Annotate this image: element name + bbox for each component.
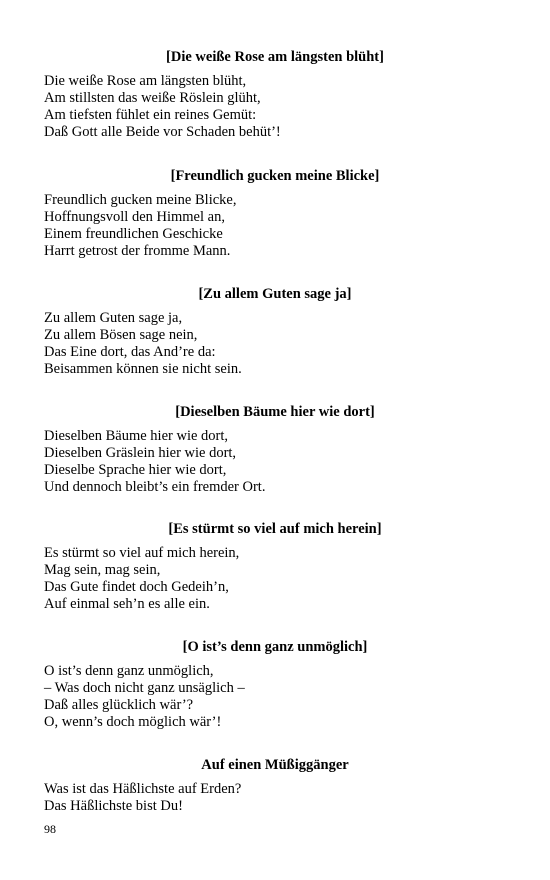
poem-line: Mag sein, mag sein, <box>44 562 161 578</box>
poem-line: Zu allem Bösen sage nein, <box>44 327 198 343</box>
poem-line: Daß Gott alle Beide vor Schaden behüt’! <box>44 124 281 140</box>
poem-line: Am tiefsten fühlet ein reines Gemüt: <box>44 107 257 123</box>
poem-line: Daß alles glücklich wär’? <box>44 697 194 713</box>
poem-line: Und dennoch bleibt’s ein fremder Ort. <box>44 479 266 495</box>
poem-line: Einem freundlichen Geschicke <box>44 226 223 242</box>
poem-line: Harrt getrost der fromme Mann. <box>44 243 231 259</box>
poem-stanza <box>44 192 506 260</box>
poem-block <box>44 167 506 260</box>
poem-block <box>44 638 506 731</box>
poem-line: Dieselbe Sprache hier wie dort, <box>44 462 227 478</box>
poem-line: Was ist das Häßlichste auf Erden? <box>44 781 242 797</box>
poem-line: Hoffnungsvoll den Himmel an, <box>44 209 225 225</box>
poem-line: Es stürmt so viel auf mich herein, <box>44 545 240 561</box>
poem-line: – Was doch nicht ganz unsäglich – <box>44 680 245 696</box>
poem-line: Beisammen können sie nicht sein. <box>44 361 242 377</box>
poem-stanza <box>44 545 506 613</box>
poem-block <box>44 403 506 496</box>
poem-block <box>44 520 506 613</box>
poem-title: [Es stürmt so viel auf mich herein] <box>168 521 382 537</box>
poem-line: Dieselben Gräslein hier wie dort, <box>44 445 237 461</box>
poem-block <box>44 285 506 378</box>
poem-stanza <box>44 428 506 496</box>
poem-line: Die weiße Rose am längsten blüht, <box>44 73 247 89</box>
poem-line: Dieselben Bäume hier wie dort, <box>44 428 229 444</box>
poem-block <box>44 48 506 141</box>
poem-line: Das Eine dort, das And’re da: <box>44 344 216 360</box>
poem-line: Zu allem Guten sage ja, <box>44 310 183 326</box>
poem-line: Freundlich gucken meine Blicke, <box>44 192 237 208</box>
poem-stanza <box>44 310 506 378</box>
page-number: 98 <box>44 822 56 836</box>
poem-title: Auf einen Müßiggänger <box>201 757 349 773</box>
poem-line: Am stillsten das weiße Röslein glüht, <box>44 90 261 106</box>
poem-line: Auf einmal seh’n es alle ein. <box>44 596 210 612</box>
poem-stanza <box>44 781 506 815</box>
poem-title: [Die weiße Rose am längsten blüht] <box>166 49 384 65</box>
poem-line: Das Häßlichste bist Du! <box>44 798 183 814</box>
poem-title: [Zu allem Guten sage ja] <box>198 286 352 302</box>
poem-title: [O ist’s denn ganz unmöglich] <box>182 639 368 655</box>
poem-title: [Freundlich gucken meine Blicke] <box>170 168 380 184</box>
poem-title: [Dieselben Bäume hier wie dort] <box>175 404 375 420</box>
poem-line: O, wenn’s doch möglich wär’! <box>44 714 222 730</box>
poem-stanza <box>44 663 506 731</box>
poem-stanza <box>44 73 506 141</box>
poem-block <box>44 756 506 815</box>
poem-line: O ist’s denn ganz unmöglich, <box>44 663 214 679</box>
poem-line: Das Gute findet doch Gedeih’n, <box>44 579 229 595</box>
